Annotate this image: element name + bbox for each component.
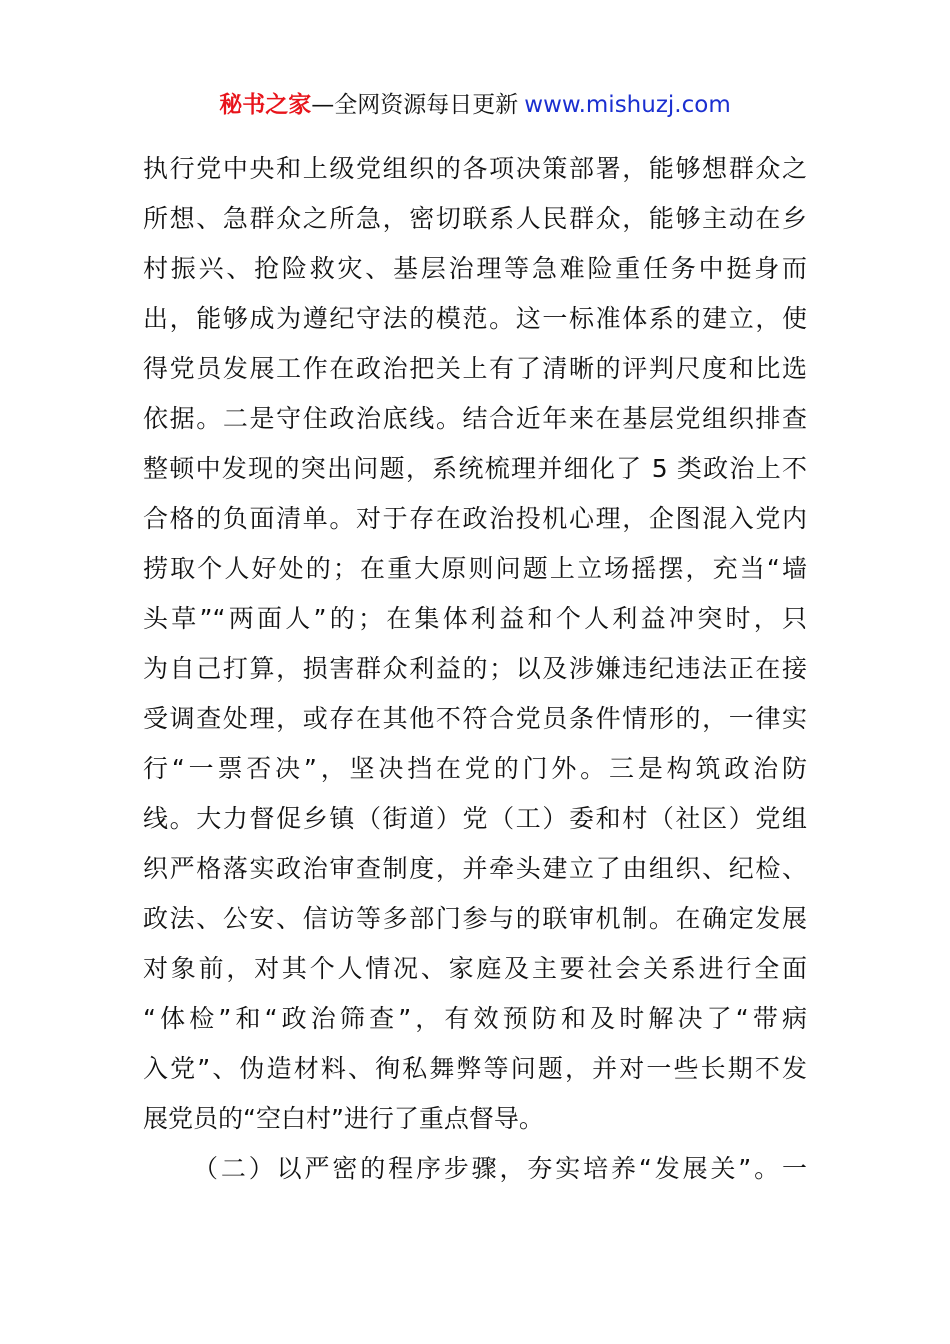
header-tagline: —全网资源每日更新 (311, 92, 519, 118)
text-line: 对象前，对其个人情况、家庭及主要社会关系进行全面 (143, 954, 807, 983)
paragraph-1 (143, 144, 807, 1144)
text-line: 展党员的“空白村”进行了重点督导。 (143, 1104, 544, 1133)
header-url-link[interactable]: www.mishuzj.com (524, 92, 731, 118)
text-line: 依据。二是守住政治底线。结合近年来在基层党组织排查 (143, 404, 807, 433)
text-line: 入党”、伪造材料、徇私舞弊等问题，并对一些长期不发 (143, 1054, 807, 1083)
text-line: 得党员发展工作在政治把关上有了清晰的评判尺度和比选 (143, 354, 807, 383)
text-line: 为自己打算，损害群众利益的；以及涉嫌违纪违法正在接 (143, 654, 807, 683)
paragraph-2 (143, 1144, 807, 1194)
text-line: 政法、公安、信访等多部门参与的联审机制。在确定发展 (143, 904, 807, 933)
text-line: 所想、急群众之所急，密切联系人民群众，能够主动在乡 (143, 204, 807, 233)
page-header (0, 88, 950, 122)
body-text (143, 144, 807, 1194)
text-line: 出，能够成为遵纪守法的模范。这一标准体系的建立，使 (143, 304, 807, 333)
text-line: 织严格落实政治审查制度，并牵头建立了由组织、纪检、 (143, 854, 807, 883)
text-line: （二）以严密的程序步骤，夯实培养“发展关”。一 (193, 1154, 807, 1183)
text-line: “体检”和“政治筛查”，有效预防和及时解决了“带病 (143, 1004, 807, 1033)
text-line: 线。大力督促乡镇（街道）党（工）委和村（社区）党组 (143, 804, 807, 833)
text-line: 整顿中发现的突出问题，系统梳理并细化了 5 类政治上不 (143, 454, 807, 483)
text-line: 行“一票否决”，坚决挡在党的门外。三是构筑政治防 (143, 754, 807, 783)
header-brand: 秘书之家 (219, 92, 312, 118)
text-line: 受调查处理，或存在其他不符合党员条件情形的，一律实 (143, 704, 807, 733)
text-line: 村振兴、抢险救灾、基层治理等急难险重任务中挺身而 (143, 254, 807, 283)
text-line: 合格的负面清单。对于存在政治投机心理，企图混入党内 (143, 504, 807, 533)
text-line: 头草”“两面人”的；在集体利益和个人利益冲突时，只 (143, 604, 807, 633)
text-line: 捞取个人好处的；在重大原则问题上立场摇摆，充当“墙 (143, 554, 807, 583)
text-line: 执行党中央和上级党组织的各项决策部署，能够想群众之 (143, 154, 807, 183)
